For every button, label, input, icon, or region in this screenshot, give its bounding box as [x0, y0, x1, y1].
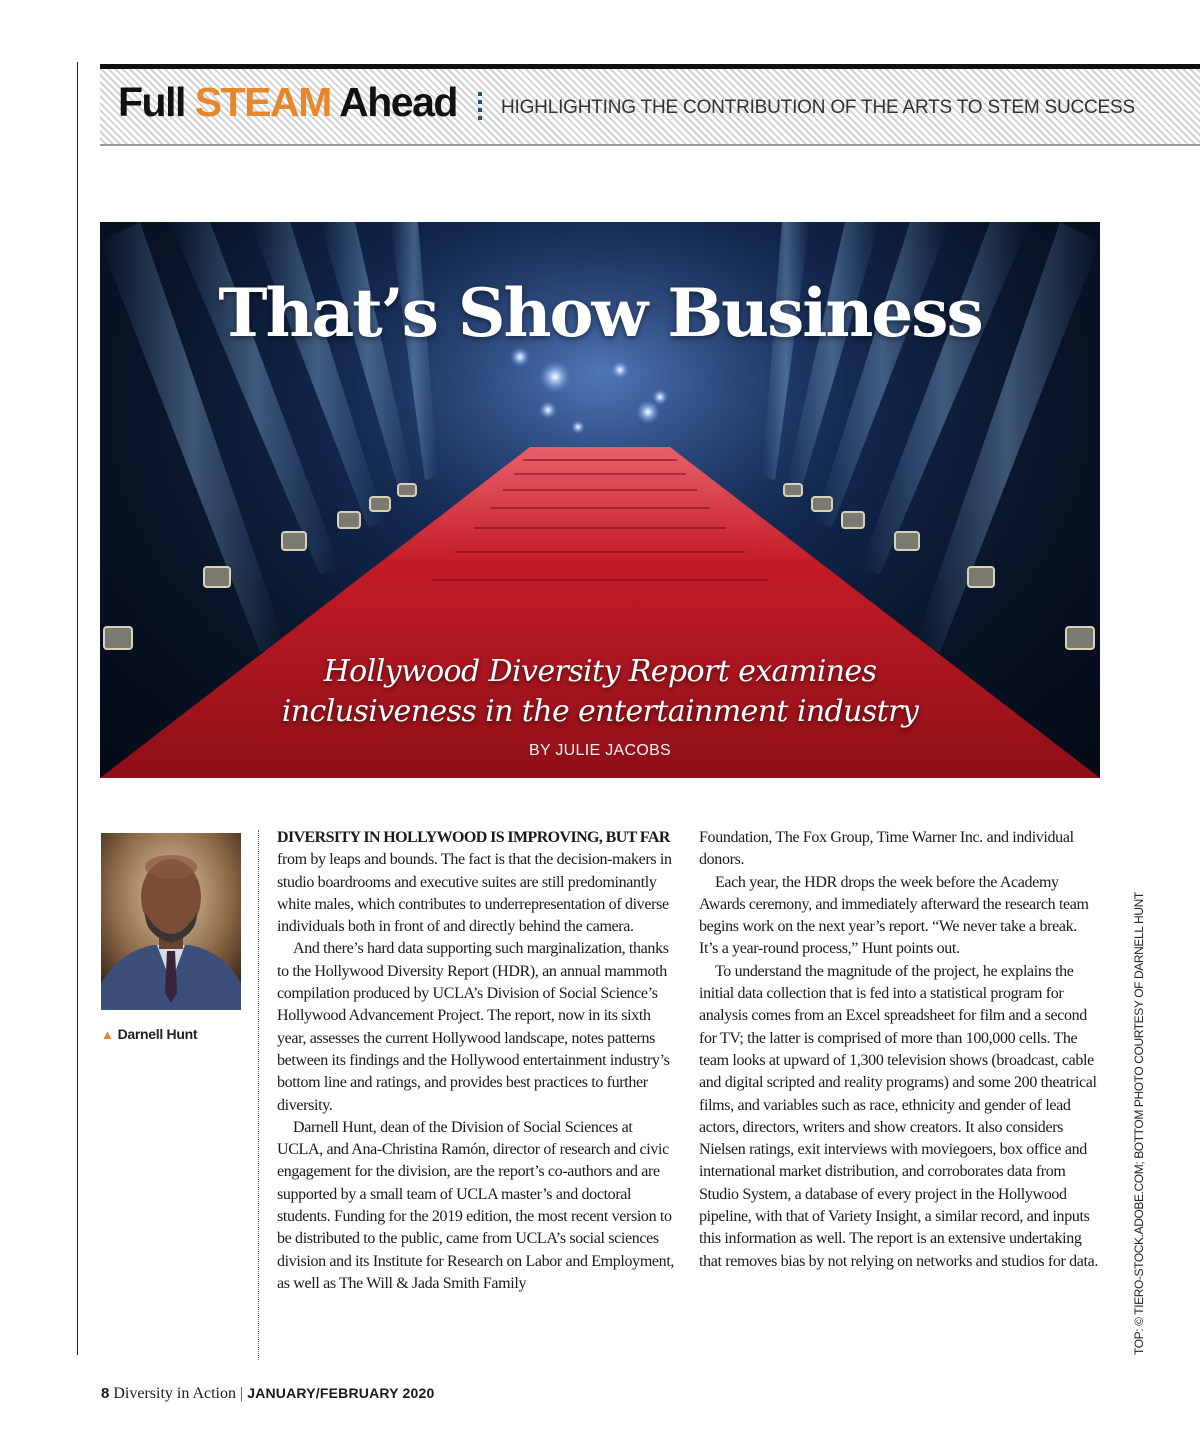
footer-separator: | [240, 1385, 244, 1402]
paragraph: And there’s hard data supporting such marginalization, thanks to the Hollywood Diversity Report (HDR), an annual mammoth compilation produced by UCLA’s Division of Social Science’s Hollywood Advancement Project. The report, now in its sixth year, assesses the current Hollywood landscape, notes patterns between its findings and the Hollywood entertainment industry’s bottom line and ratings, and provides best practices to further diversity. [277, 940, 670, 1114]
article-byline: BY JULIE JACOBS [528, 742, 672, 759]
lead-in: DIVERSITY IN HOLLYWOOD IS IMPROVING, BUT FAR [277, 829, 670, 846]
paragraph: Darnell Hunt, dean of the Division of Social Sciences at UCLA, and Ana-Christina Ramón, director of research and civic engagement for the division, are the report’s co-authors and are supported by a small team of UCLA master’s and doctoral students. Funding for the 2019 edition, the most recent version to be distributed to the public, came from UCLA’s social sciences division and its Institute for Research on Labor and Employment, as well as The Will & Jada Smith Family [277, 1118, 675, 1292]
article-title: That’s Show Business [218, 274, 982, 352]
page-number: 8 [101, 1385, 110, 1402]
paragraph: To understand the magnitude of the project, he explains the initial data collection that is fed into a statistical program for analysis comes from an Excel spreadsheet for film and a second for TV; the latter is comprised of more than 100,000 cells. The team looks at upward of 1,300 television shows (broadcast, cable and digital scripted and reality programs) and some 200 theatrical films, and variables such as race, ethnicity and gender of lead actors, directors, writers and show creators. It also considers Nielsen ratings, exit interviews with moviegoers, box office and international market distribution, and corroborates data from Studio System, a database of every project in the Hollywood pipeline, with that of Variety Insight, a similar record, and inputs this information as well. The report is an extensive undertaking that removes bias by not relying on networks and studios for data. [699, 962, 1099, 1270]
paragraph [277, 827, 677, 938]
article-column-2 [699, 827, 1099, 1273]
paragraph: Foundation, The Fox Group, Time Warner Inc. and individual donors. [699, 829, 1074, 869]
portrait-photo [101, 833, 241, 1010]
author-portrait [101, 833, 241, 1010]
logo-word-full: Full [118, 79, 195, 125]
triangle-up-icon: ▲ [101, 1027, 114, 1042]
section-tagline: HIGHLIGHTING THE CONTRIBUTION OF THE ARTS TO STEM SUCCESS [501, 97, 1135, 118]
caption-text: Darnell Hunt [117, 1026, 198, 1042]
section-logo [118, 79, 457, 125]
photo-credit: TOP: © TIERO-STOCK.ADOBE.COM; BOTTOM PHOTO COURTESY OF DARNELL HUNT [1132, 892, 1146, 1355]
subtitle-line-1: Hollywood Diversity Report examines [323, 654, 877, 689]
portrait-caption [101, 1026, 197, 1042]
paragraph: Each year, the HDR drops the week before the Academy Awards ceremony, and immediately afterward the research team begins work on the next year’s report. “We never take a break. It’s a year-round process,” Hunt points out. [699, 873, 1089, 958]
issue-date: JANUARY/FEBRUARY 2020 [247, 1385, 435, 1401]
column-divider [258, 830, 259, 1360]
logo-word-ahead: Ahead [330, 79, 457, 125]
section-header [100, 64, 1200, 148]
page-footer [101, 1385, 435, 1403]
paragraph-text: from by leaps and bounds. The fact is that the decision-makers in studio boardrooms and executive suites are still predominantly white males, which contributes to underrepresentation of diverse individuals both in front of and directly behind the camera. [277, 851, 672, 936]
publication-name: Diversity in Action [113, 1385, 236, 1402]
subtitle-line-2: inclusiveness in the entertainment industry [281, 694, 919, 729]
article-column-1 [277, 827, 677, 1295]
left-margin-rule [77, 62, 78, 1355]
article-subtitle [200, 652, 1000, 732]
hero-image [100, 222, 1100, 778]
header-dot-divider [478, 92, 482, 120]
header-bottom-rule [100, 144, 1200, 146]
logo-word-steam: STEAM [194, 79, 331, 125]
